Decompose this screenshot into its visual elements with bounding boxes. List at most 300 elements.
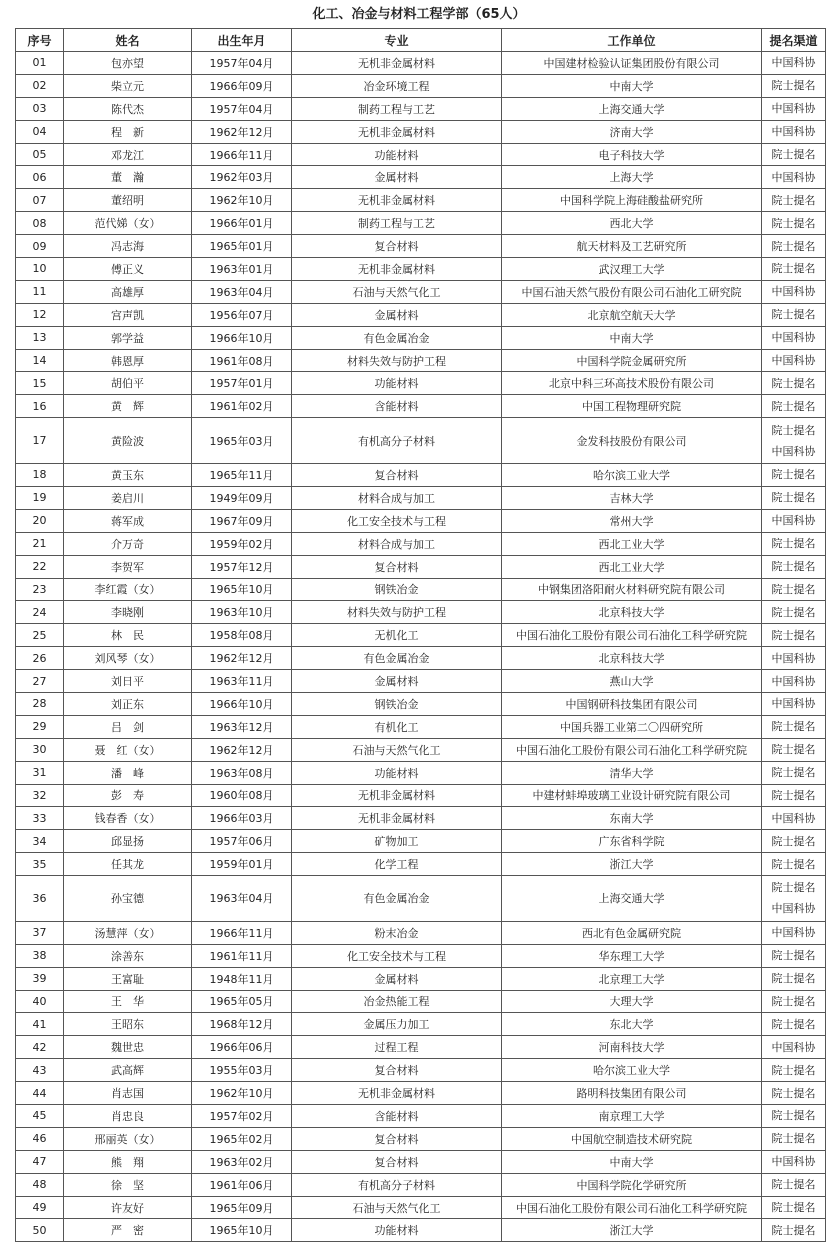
cell-channel bbox=[762, 486, 826, 509]
cell-birth: 1966年03月 bbox=[192, 807, 292, 830]
cell-unit: 广东省科学院 bbox=[502, 830, 762, 853]
cell-no: 26 bbox=[16, 647, 64, 670]
cell-birth: 1963年08月 bbox=[192, 761, 292, 784]
cell-channel bbox=[762, 624, 826, 647]
cell-name: 柴立元 bbox=[64, 74, 192, 97]
cell-birth: 1962年10月 bbox=[192, 1082, 292, 1105]
cell-unit: 中国钢研科技集团有限公司 bbox=[502, 692, 762, 715]
channel-label: 院士提名 bbox=[771, 1132, 816, 1146]
cell-birth: 1957年04月 bbox=[192, 52, 292, 75]
cell-name: 聂 红（女） bbox=[64, 738, 192, 761]
cell-channel bbox=[762, 74, 826, 97]
cell-major: 钢铁冶金 bbox=[292, 578, 502, 601]
cell-name: 介万奇 bbox=[64, 532, 192, 555]
cell-no: 46 bbox=[16, 1127, 64, 1150]
channel-label: 中国科协 bbox=[771, 514, 816, 528]
cell-unit: 中国科学院化学研究所 bbox=[502, 1173, 762, 1196]
cell-major: 复合材料 bbox=[292, 555, 502, 578]
channel-label: 院士提名 bbox=[771, 239, 816, 253]
channel-label: 中国科协 bbox=[771, 444, 816, 458]
channel-label: 院士提名 bbox=[771, 834, 816, 848]
table-row bbox=[16, 326, 826, 349]
header-row bbox=[16, 29, 826, 52]
cell-name: 包亦望 bbox=[64, 52, 192, 75]
cell-major: 材料失效与防护工程 bbox=[292, 349, 502, 372]
table-row bbox=[16, 1150, 826, 1173]
cell-birth: 1965年11月 bbox=[192, 464, 292, 487]
cell-unit: 北京科技大学 bbox=[502, 647, 762, 670]
cell-no: 07 bbox=[16, 189, 64, 212]
cell-major: 化学工程 bbox=[292, 853, 502, 876]
cell-unit: 河南科技大学 bbox=[502, 1036, 762, 1059]
cell-major: 复合材料 bbox=[292, 235, 502, 258]
cell-name: 李红霞（女） bbox=[64, 578, 192, 601]
cell-birth: 1957年02月 bbox=[192, 1105, 292, 1128]
cell-unit: 中国科学院上海硅酸盐研究所 bbox=[502, 189, 762, 212]
cell-major: 无机非金属材料 bbox=[292, 189, 502, 212]
channel-label: 中国科协 bbox=[771, 285, 816, 299]
cell-unit: 吉林大学 bbox=[502, 486, 762, 509]
table-row bbox=[16, 1173, 826, 1196]
cell-no: 34 bbox=[16, 830, 64, 853]
cell-unit: 中国建材检验认证集团股份有限公司 bbox=[502, 52, 762, 75]
channel-label: 院士提名 bbox=[771, 537, 816, 551]
cell-channel bbox=[762, 52, 826, 75]
cell-birth: 1965年10月 bbox=[192, 578, 292, 601]
cell-channel bbox=[762, 601, 826, 624]
cell-no: 49 bbox=[16, 1196, 64, 1219]
cell-major: 制药工程与工艺 bbox=[292, 97, 502, 120]
channel-label: 院士提名 bbox=[771, 1223, 816, 1237]
cell-no: 28 bbox=[16, 692, 64, 715]
cell-channel bbox=[762, 189, 826, 212]
cell-no: 39 bbox=[16, 967, 64, 990]
cell-major: 无机化工 bbox=[292, 624, 502, 647]
cell-birth: 1965年10月 bbox=[192, 1219, 292, 1242]
channel-label: 院士提名 bbox=[771, 1201, 816, 1214]
cell-no: 04 bbox=[16, 120, 64, 143]
cell-unit: 北京科技大学 bbox=[502, 601, 762, 624]
cell-birth: 1957年04月 bbox=[192, 97, 292, 120]
cell-no: 32 bbox=[16, 784, 64, 807]
col-header-name: 姓名 bbox=[64, 29, 192, 52]
cell-major: 矿物加工 bbox=[292, 830, 502, 853]
cell-channel bbox=[762, 349, 826, 372]
table-row bbox=[16, 74, 826, 97]
cell-name: 潘 峰 bbox=[64, 761, 192, 784]
table-row bbox=[16, 532, 826, 555]
col-header-major: 专业 bbox=[292, 29, 502, 52]
table-row bbox=[16, 212, 826, 235]
table-row bbox=[16, 921, 826, 944]
cell-unit: 清华大学 bbox=[502, 761, 762, 784]
cell-no: 31 bbox=[16, 761, 64, 784]
cell-unit: 上海交通大学 bbox=[502, 97, 762, 120]
table-row bbox=[16, 258, 826, 281]
table-row bbox=[16, 784, 826, 807]
cell-channel bbox=[762, 578, 826, 601]
cell-channel bbox=[762, 1196, 826, 1219]
cell-channel bbox=[762, 738, 826, 761]
cell-no: 16 bbox=[16, 395, 64, 418]
cell-unit: 中国兵器工业第二〇四研究所 bbox=[502, 715, 762, 738]
channel-label: 中国科协 bbox=[771, 125, 816, 139]
cell-no: 10 bbox=[16, 258, 64, 281]
cell-birth: 1966年09月 bbox=[192, 74, 292, 97]
cell-birth: 1963年12月 bbox=[192, 715, 292, 738]
cell-name: 王昭东 bbox=[64, 1013, 192, 1036]
cell-birth: 1961年06月 bbox=[192, 1173, 292, 1196]
cell-channel bbox=[762, 1150, 826, 1173]
table-row bbox=[16, 1036, 826, 1059]
cell-unit: 北京航空航天大学 bbox=[502, 303, 762, 326]
cell-major: 石油与天然气化工 bbox=[292, 738, 502, 761]
cell-birth: 1966年01月 bbox=[192, 212, 292, 235]
cell-channel bbox=[762, 97, 826, 120]
cell-birth: 1966年11月 bbox=[192, 143, 292, 166]
cell-unit: 中国石油化工股份有限公司石油化工科学研究院 bbox=[502, 1196, 762, 1219]
table-row bbox=[16, 944, 826, 967]
cell-no: 11 bbox=[16, 280, 64, 303]
cell-no: 40 bbox=[16, 990, 64, 1013]
cell-name: 姜启川 bbox=[64, 486, 192, 509]
cell-birth: 1955年03月 bbox=[192, 1059, 292, 1082]
cell-name: 邢丽英（女） bbox=[64, 1127, 192, 1150]
cell-no: 14 bbox=[16, 349, 64, 372]
channel-label: 院士提名 bbox=[771, 399, 816, 413]
table-row bbox=[16, 280, 826, 303]
cell-channel bbox=[762, 372, 826, 395]
table-row bbox=[16, 761, 826, 784]
cell-unit: 电子科技大学 bbox=[502, 143, 762, 166]
channel-label: 中国科协 bbox=[771, 697, 816, 711]
channel-label: 院士提名 bbox=[771, 1086, 816, 1100]
cell-birth: 1963年10月 bbox=[192, 601, 292, 624]
cell-birth: 1962年03月 bbox=[192, 166, 292, 189]
table-row bbox=[16, 349, 826, 372]
cell-channel bbox=[762, 853, 826, 876]
table-row bbox=[16, 1105, 826, 1128]
cell-channel bbox=[762, 1173, 826, 1196]
cell-name: 肖忠良 bbox=[64, 1105, 192, 1128]
cell-major: 钢铁冶金 bbox=[292, 692, 502, 715]
cell-channel bbox=[762, 944, 826, 967]
cell-no: 38 bbox=[16, 944, 64, 967]
cell-channel bbox=[762, 120, 826, 143]
cell-name: 董 瀚 bbox=[64, 166, 192, 189]
cell-unit: 西北工业大学 bbox=[502, 555, 762, 578]
cell-unit: 上海交通大学 bbox=[502, 876, 762, 922]
cell-major: 有色金属冶金 bbox=[292, 647, 502, 670]
cell-channel bbox=[762, 258, 826, 281]
cell-channel bbox=[762, 784, 826, 807]
cell-major: 无机非金属材料 bbox=[292, 1082, 502, 1105]
table-row bbox=[16, 235, 826, 258]
cell-name: 李贺军 bbox=[64, 555, 192, 578]
cell-unit: 北京理工大学 bbox=[502, 967, 762, 990]
table-row bbox=[16, 555, 826, 578]
cell-major: 材料失效与防护工程 bbox=[292, 601, 502, 624]
cell-major: 冶金热能工程 bbox=[292, 990, 502, 1013]
cell-unit: 华东理工大学 bbox=[502, 944, 762, 967]
cell-name: 孙宝德 bbox=[64, 876, 192, 922]
channel-label: 院士提名 bbox=[771, 79, 816, 93]
cell-major: 无机非金属材料 bbox=[292, 120, 502, 143]
cell-name: 王 华 bbox=[64, 990, 192, 1013]
cell-major: 过程工程 bbox=[292, 1036, 502, 1059]
cell-no: 08 bbox=[16, 212, 64, 235]
table-row bbox=[16, 738, 826, 761]
table-row bbox=[16, 990, 826, 1013]
cell-no: 05 bbox=[16, 143, 64, 166]
table-row bbox=[16, 578, 826, 601]
cell-major: 有机高分子材料 bbox=[292, 1173, 502, 1196]
cell-name: 武高辉 bbox=[64, 1059, 192, 1082]
cell-no: 13 bbox=[16, 326, 64, 349]
cell-channel bbox=[762, 967, 826, 990]
cell-birth: 1961年11月 bbox=[192, 944, 292, 967]
channel-label: 院士提名 bbox=[771, 994, 816, 1008]
cell-no: 30 bbox=[16, 738, 64, 761]
cell-name: 吕 剑 bbox=[64, 715, 192, 738]
channel-label: 中国科协 bbox=[771, 102, 816, 116]
cell-name: 傅正义 bbox=[64, 258, 192, 281]
cell-birth: 1956年07月 bbox=[192, 303, 292, 326]
cell-channel bbox=[762, 1105, 826, 1128]
table-row bbox=[16, 303, 826, 326]
cell-no: 17 bbox=[16, 418, 64, 464]
cell-unit: 济南大学 bbox=[502, 120, 762, 143]
cell-name: 宫声凯 bbox=[64, 303, 192, 326]
cell-name: 刘日平 bbox=[64, 670, 192, 693]
channel-label: 院士提名 bbox=[771, 376, 816, 390]
cell-channel bbox=[762, 876, 826, 922]
cell-birth: 1948年11月 bbox=[192, 967, 292, 990]
cell-birth: 1962年12月 bbox=[192, 738, 292, 761]
channel-label: 院士提名 bbox=[771, 949, 816, 963]
cell-birth: 1967年09月 bbox=[192, 509, 292, 532]
table-row bbox=[16, 853, 826, 876]
cell-name: 许友好 bbox=[64, 1196, 192, 1219]
cell-channel bbox=[762, 1013, 826, 1036]
cell-name: 蒋军成 bbox=[64, 509, 192, 532]
channel-label: 院士提名 bbox=[771, 423, 816, 437]
cell-channel bbox=[762, 303, 826, 326]
channel-label: 院士提名 bbox=[771, 262, 816, 276]
cell-unit: 南京理工大学 bbox=[502, 1105, 762, 1128]
table-row bbox=[16, 601, 826, 624]
cell-no: 22 bbox=[16, 555, 64, 578]
cell-major: 金属材料 bbox=[292, 303, 502, 326]
table-row bbox=[16, 624, 826, 647]
cell-birth: 1962年12月 bbox=[192, 120, 292, 143]
cell-unit: 中南大学 bbox=[502, 1150, 762, 1173]
cell-no: 45 bbox=[16, 1105, 64, 1128]
cell-no: 18 bbox=[16, 464, 64, 487]
cell-no: 12 bbox=[16, 303, 64, 326]
table-row bbox=[16, 1127, 826, 1150]
cell-unit: 中钢集团洛阳耐火材料研究院有限公司 bbox=[502, 578, 762, 601]
cell-no: 19 bbox=[16, 486, 64, 509]
table-row bbox=[16, 830, 826, 853]
cell-birth: 1963年11月 bbox=[192, 670, 292, 693]
table-row bbox=[16, 395, 826, 418]
channel-label: 院士提名 bbox=[771, 560, 816, 574]
cell-no: 02 bbox=[16, 74, 64, 97]
cell-channel bbox=[762, 830, 826, 853]
cell-major: 有机高分子材料 bbox=[292, 418, 502, 464]
cell-name: 韩恩厚 bbox=[64, 349, 192, 372]
cell-no: 09 bbox=[16, 235, 64, 258]
cell-name: 陈代杰 bbox=[64, 97, 192, 120]
cell-unit: 北京中科三环高技术股份有限公司 bbox=[502, 372, 762, 395]
cell-channel bbox=[762, 532, 826, 555]
cell-name: 范代娣（女） bbox=[64, 212, 192, 235]
cell-major: 含能材料 bbox=[292, 395, 502, 418]
cell-name: 刘正东 bbox=[64, 692, 192, 715]
table-row bbox=[16, 1013, 826, 1036]
table-row bbox=[16, 670, 826, 693]
col-header-channel: 提名渠道 bbox=[762, 29, 826, 52]
cell-channel bbox=[762, 692, 826, 715]
channel-label: 院士提名 bbox=[771, 766, 816, 780]
cell-channel bbox=[762, 166, 826, 189]
cell-unit: 浙江大学 bbox=[502, 1219, 762, 1242]
channel-label: 院士提名 bbox=[771, 216, 816, 230]
cell-major: 粉末冶金 bbox=[292, 921, 502, 944]
cell-major: 石油与天然气化工 bbox=[292, 1196, 502, 1219]
cell-birth: 1961年02月 bbox=[192, 395, 292, 418]
table-row bbox=[16, 418, 826, 464]
cell-major: 功能材料 bbox=[292, 143, 502, 166]
cell-channel bbox=[762, 509, 826, 532]
cell-channel bbox=[762, 464, 826, 487]
cell-unit: 哈尔滨工业大学 bbox=[502, 1059, 762, 1082]
cell-major: 复合材料 bbox=[292, 1127, 502, 1150]
cell-name: 冯志海 bbox=[64, 235, 192, 258]
cell-unit: 燕山大学 bbox=[502, 670, 762, 693]
cell-name: 郭学益 bbox=[64, 326, 192, 349]
channel-label: 院士提名 bbox=[771, 468, 816, 482]
cell-unit: 武汉理工大学 bbox=[502, 258, 762, 281]
cell-unit: 中国工程物理研究院 bbox=[502, 395, 762, 418]
channel-label: 院士提名 bbox=[771, 193, 816, 207]
table-row bbox=[16, 1196, 826, 1219]
cell-birth: 1957年06月 bbox=[192, 830, 292, 853]
cell-birth: 1963年04月 bbox=[192, 876, 292, 922]
channel-label: 中国科协 bbox=[771, 170, 816, 184]
cell-name: 邱显扬 bbox=[64, 830, 192, 853]
cell-name: 黄玉东 bbox=[64, 464, 192, 487]
cell-major: 有机化工 bbox=[292, 715, 502, 738]
table-row bbox=[16, 486, 826, 509]
cell-major: 金属材料 bbox=[292, 166, 502, 189]
cell-major: 功能材料 bbox=[292, 761, 502, 784]
cell-major: 功能材料 bbox=[292, 1219, 502, 1242]
cell-major: 无机非金属材料 bbox=[292, 258, 502, 281]
cell-name: 魏世忠 bbox=[64, 1036, 192, 1059]
table-row bbox=[16, 509, 826, 532]
cell-name: 彭 寿 bbox=[64, 784, 192, 807]
cell-no: 03 bbox=[16, 97, 64, 120]
cell-channel bbox=[762, 921, 826, 944]
cell-name: 林 民 bbox=[64, 624, 192, 647]
cell-no: 44 bbox=[16, 1082, 64, 1105]
cell-channel bbox=[762, 761, 826, 784]
table-row bbox=[16, 464, 826, 487]
cell-birth: 1966年11月 bbox=[192, 921, 292, 944]
cell-major: 功能材料 bbox=[292, 372, 502, 395]
cell-name: 高雄厚 bbox=[64, 280, 192, 303]
channel-label: 中国科协 bbox=[771, 902, 816, 916]
cell-no: 48 bbox=[16, 1173, 64, 1196]
cell-birth: 1965年02月 bbox=[192, 1127, 292, 1150]
channel-label: 中国科协 bbox=[771, 811, 816, 825]
table-row bbox=[16, 97, 826, 120]
cell-name: 钱春香（女） bbox=[64, 807, 192, 830]
cell-major: 材料合成与加工 bbox=[292, 486, 502, 509]
cell-birth: 1962年12月 bbox=[192, 647, 292, 670]
cell-name: 严 密 bbox=[64, 1219, 192, 1242]
cell-birth: 1966年10月 bbox=[192, 692, 292, 715]
channel-label: 院士提名 bbox=[771, 881, 816, 895]
table-row bbox=[16, 967, 826, 990]
cell-unit: 金发科技股份有限公司 bbox=[502, 418, 762, 464]
cell-channel bbox=[762, 990, 826, 1013]
cell-unit: 中南大学 bbox=[502, 326, 762, 349]
cell-channel bbox=[762, 143, 826, 166]
cell-channel bbox=[762, 1219, 826, 1242]
cell-no: 42 bbox=[16, 1036, 64, 1059]
cell-no: 37 bbox=[16, 921, 64, 944]
cell-name: 任其龙 bbox=[64, 853, 192, 876]
channel-label: 中国科协 bbox=[771, 651, 816, 665]
cell-major: 有色金属冶金 bbox=[292, 326, 502, 349]
cell-major: 金属材料 bbox=[292, 967, 502, 990]
channel-label: 中国科协 bbox=[771, 354, 816, 368]
cell-no: 36 bbox=[16, 876, 64, 922]
table-row bbox=[16, 807, 826, 830]
cell-major: 有色金属冶金 bbox=[292, 876, 502, 922]
channel-label: 院士提名 bbox=[771, 1063, 816, 1077]
cell-name: 黄 辉 bbox=[64, 395, 192, 418]
table-row bbox=[16, 166, 826, 189]
cell-unit: 中建材蚌埠玻璃工业设计研究院有限公司 bbox=[502, 784, 762, 807]
cell-name: 王富耻 bbox=[64, 967, 192, 990]
cell-unit: 西北有色金属研究院 bbox=[502, 921, 762, 944]
table-row bbox=[16, 120, 826, 143]
channel-label: 院士提名 bbox=[771, 788, 816, 802]
cell-birth: 1966年06月 bbox=[192, 1036, 292, 1059]
cell-major: 石油与天然气化工 bbox=[292, 280, 502, 303]
table-row bbox=[16, 1219, 826, 1242]
channel-label: 院士提名 bbox=[771, 605, 816, 619]
cell-major: 化工安全技术与工程 bbox=[292, 944, 502, 967]
cell-birth: 1965年09月 bbox=[192, 1196, 292, 1219]
cell-no: 29 bbox=[16, 715, 64, 738]
cell-major: 含能材料 bbox=[292, 1105, 502, 1128]
cell-no: 43 bbox=[16, 1059, 64, 1082]
cell-birth: 1959年02月 bbox=[192, 532, 292, 555]
cell-birth: 1959年01月 bbox=[192, 853, 292, 876]
cell-channel bbox=[762, 1059, 826, 1082]
table-row bbox=[16, 692, 826, 715]
cell-unit: 中国石油化工股份有限公司石油化工科学研究院 bbox=[502, 738, 762, 761]
channel-label: 院士提名 bbox=[771, 491, 816, 505]
cell-unit: 中国石油化工股份有限公司石油化工科学研究院 bbox=[502, 624, 762, 647]
cell-birth: 1962年10月 bbox=[192, 189, 292, 212]
channel-label: 中国科协 bbox=[771, 674, 816, 688]
